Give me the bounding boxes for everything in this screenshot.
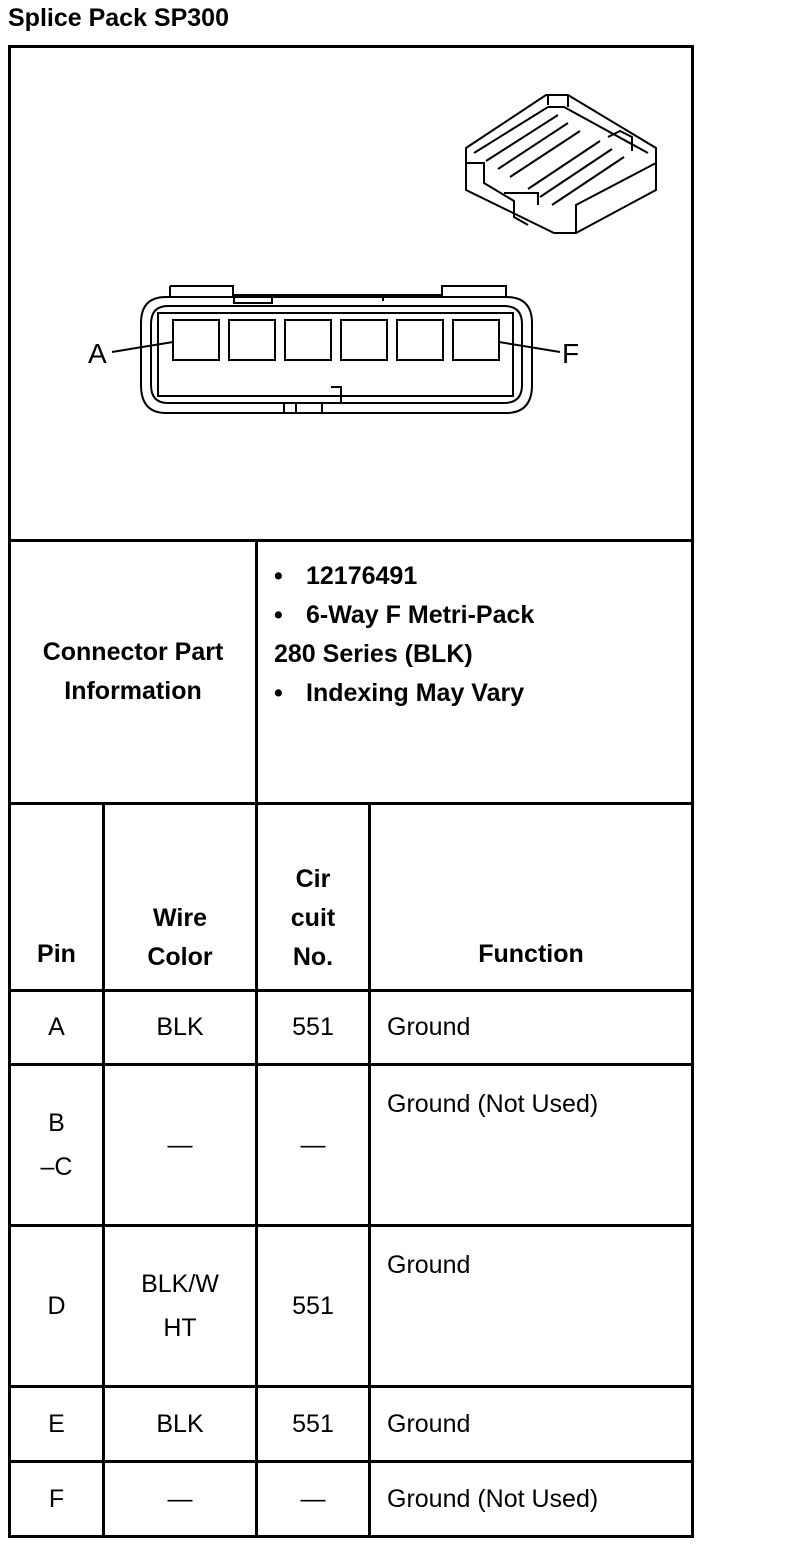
bullet-part-number: • <box>274 562 283 590</box>
header-pin <box>11 805 102 989</box>
row-e-wire: BLK <box>156 1409 204 1438</box>
connector-info-label <box>11 542 255 802</box>
row-f-wire: — <box>167 1484 193 1513</box>
row-f-function: Ground (Not Used) <box>387 1484 599 1513</box>
note-item <box>266 674 686 713</box>
description-continuation <box>266 635 686 674</box>
row-d-wire-line1: BLK/W <box>141 1270 219 1298</box>
row-a-function: Ground <box>387 1013 471 1041</box>
row-e-function: Ground <box>387 1409 471 1438</box>
row-bc-pin <box>11 1066 102 1224</box>
page-title: Splice Pack SP300 <box>8 4 229 32</box>
header-wire-line2: Color <box>147 943 213 971</box>
row-d-wire <box>105 1227 255 1385</box>
row-bc-wire: — <box>167 1130 193 1159</box>
row-f-pin: F <box>48 1484 65 1513</box>
cavity-b <box>229 320 275 360</box>
row-d-pin: D <box>47 1291 66 1320</box>
row-d-wire-line2: HT <box>163 1314 197 1342</box>
connector-info-label-line2: Information <box>64 677 202 705</box>
row-bc-circuit: — <box>300 1130 326 1159</box>
row-bc-pin-line1: B <box>48 1109 65 1137</box>
row-a-pin: A <box>48 1013 65 1041</box>
description-line2: 280 Series (BLK) <box>274 640 473 668</box>
header-circuit-line2: cuit <box>290 904 336 932</box>
leader-line-a <box>112 342 173 352</box>
description-line1: 6-Way F Metri-Pack <box>306 601 535 629</box>
cavity-c <box>285 320 331 360</box>
cavity-a <box>173 320 219 360</box>
cavity-e <box>397 320 443 360</box>
pin-label-f: F <box>562 338 580 369</box>
bullet-description: • <box>274 601 283 629</box>
header-circuit-line3: No. <box>292 943 334 971</box>
header-circuit-no <box>258 805 368 989</box>
frame-bottom <box>8 1535 694 1538</box>
pin-label-a: A <box>88 338 107 369</box>
row-d-circuit: 551 <box>292 1291 334 1320</box>
cavity-f <box>453 320 499 360</box>
header-function <box>371 805 691 989</box>
connector-diagram <box>8 45 694 539</box>
connector-3d-view <box>466 95 656 233</box>
row-e-circuit: 551 <box>292 1409 334 1438</box>
row-bc-pin-line2: –C <box>40 1153 73 1181</box>
row-a-wire: BLK <box>156 1013 204 1041</box>
leader-line-f <box>499 342 560 352</box>
header-wire-line1: Wire <box>153 904 207 932</box>
header-pin-text: Pin <box>37 940 76 968</box>
header-circuit-line1: Cir <box>295 865 331 893</box>
row-a-circuit: 551 <box>292 1013 334 1041</box>
connector-sheet <box>8 45 694 1538</box>
cavity-d <box>341 320 387 360</box>
row-d-function: Ground <box>387 1251 471 1279</box>
indexing-note: Indexing May Vary <box>306 679 525 707</box>
description-item <box>266 596 686 635</box>
connector-info-label-line1: Connector Part <box>42 638 224 666</box>
row-f-circuit: — <box>300 1484 326 1513</box>
part-number: 12176491 <box>306 562 418 590</box>
header-wire-color <box>105 805 255 989</box>
connector-info-list <box>266 557 686 713</box>
cavities <box>173 320 499 360</box>
part-number-item <box>266 557 686 596</box>
row-e-pin: E <box>48 1409 65 1438</box>
header-function-text: Function <box>478 940 584 968</box>
row-bc-function: Ground (Not Used) <box>387 1090 599 1118</box>
bullet-note: • <box>274 679 283 707</box>
